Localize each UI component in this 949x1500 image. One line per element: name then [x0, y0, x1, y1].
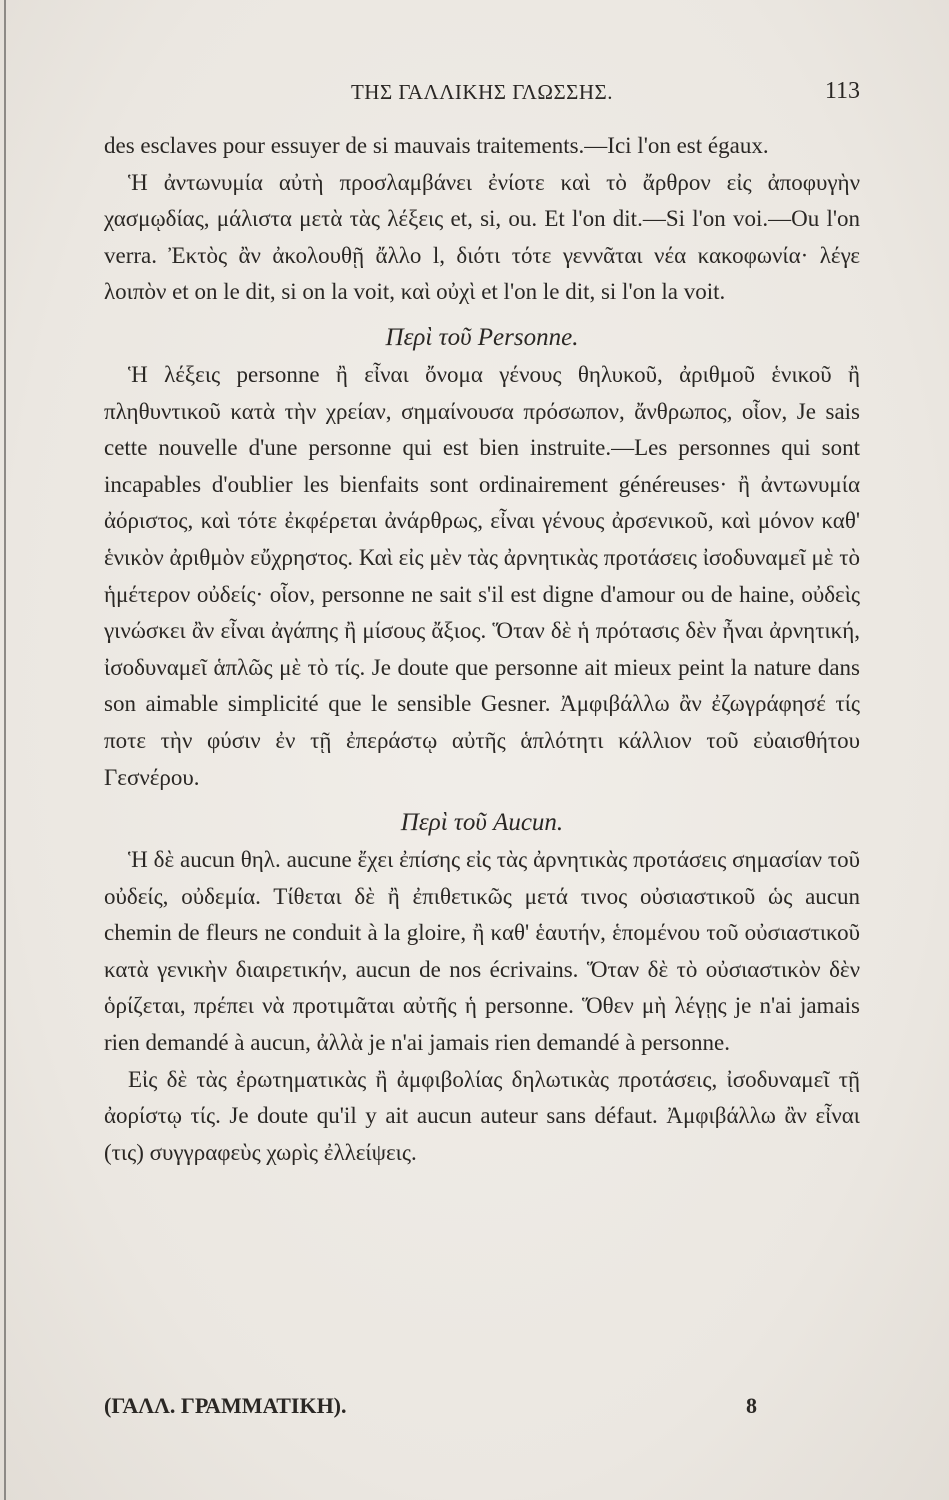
- section-heading-personne: Περὶ τοῦ Personne.: [385, 323, 579, 351]
- page-footer: [104, 1393, 860, 1427]
- page-body: [104, 128, 860, 1171]
- sheet-number: 8: [746, 1393, 757, 1418]
- section-heading-aucun: Περὶ τοῦ Aucun.: [400, 809, 564, 837]
- paragraph-aucun: Ἡ δὲ aucun θηλ. aucune ἔχει ἐπίσης εἰς τὰς ἀρνητικὰς προτάσεις σημασίαν τοῦ οὐδείς, οὐδεμία. Τίθεται δὲ ἢ ἐπιθετικῶς μετά τινος οὐσιαστικοῦ ὡς aucun chemin de fleurs ne conduit à la gloire, ἢ καθ' ἑαυτήν, ἑπομένου τοῦ οὐσιαστικοῦ κατὰ γενικὴν διαιρετικήν, aucun de nos écrivains. Ὅταν δὲ τὸ οὐσιαστικὸν δὲν ὁρίζεται, πρέπει νὰ προτιμᾶται αὐτῆς ἡ personne. Ὅθεν μὴ λέγῃς je n'ai jamais rien demandé à aucun, ἀλλὰ je n'ai jamais rien demandé à personne.: [104, 847, 860, 1056]
- book-signature: (ΓΑΛΛ. ΓΡΑΜΜΑΤΙΚΗ).: [104, 1393, 347, 1418]
- paragraph-personne: Ἡ λέξεις personne ἢ εἶναι ὄνομα γένους θηλυκοῦ, ἀριθμοῦ ἑνικοῦ ἢ πληθυντικοῦ κατὰ τὴν χρείαν, σημαίνουσα πρόσωπον, ἄνθρωπος, οἷον, Je sais cette nouvelle d'une personne qui est bien instruite.—Les personnes qui sont incapables d'oublier les bienfaits sont ordinairement généreuses· ἢ ἀντωνυμία ἀόριστος, καὶ τότε ἐκφέρεται ἀνάρθρως, εἶναι γένους ἀρσενικοῦ, καὶ μόνον καθ' ἑνικὸν ἀριθμὸν εὔχρηστος. Καὶ εἰς μὲν τὰς ἀρνητικὰς προτάσεις ἰσοδυναμεῖ μὲ τὸ ἡμέτερον οὐδείς· οἷον, personne ne sait s'il est digne d'amour ou de haine, οὐδεὶς γινώσκει ἂν εἶναι ἀγάπης ἢ μίσους ἄξιος. Ὅταν δὲ ἡ πρότασις δὲν ἦναι ἀρνητική, ἰσοδυναμεῖ ἁπλῶς μὲ τὸ τίς. Je doute que personne ait mieux peint la nature dans son aimable simplicité que le sensible Gesner. Ἀμφιβάλλω ἂν ἐζωγράφησέ τίς ποτε τὴν φύσιν ἐν τῇ ἐπεράστῳ αὐτῆς ἁπλότητι κάλλιον τοῦ εὐαισθήτου Γεσνέρου.: [104, 361, 860, 790]
- page-header: [104, 76, 860, 110]
- paragraph-continuation: des esclaves pour essuyer de si mauvais traitements.—Ici l'on est égaux.: [104, 133, 769, 158]
- page-edge-line: [4, 0, 6, 1500]
- paragraph-article-usage: Ἡ ἀντωνυμία αὐτὴ προσλαμβάνει ἐνίοτε καὶ τὸ ἄρθρον εἰς ἀποφυγὴν χασμῳδίας, μάλιστα μετὰ τὰς λέξεις et, si, ou. Et l'on dit.—Si l'on voi.—Ou l'on verra. Ἐκτὸς ἂν ἀκολουθῇ ἄλλο l, διότι τότε γεννᾶται νέα κακοφωνία· λέγε λοιπὸν et on le dit, si on la voit, καὶ οὐχὶ et l'on le dit, si l'on la voit.: [104, 169, 860, 305]
- paragraph-interrogative: Εἰς δὲ τὰς ἐρωτηματικὰς ἢ ἀμφιβολίας δηλωτικὰς προτάσεις, ἰσοδυναμεῖ τῇ ἀορίστῳ τίς. Je doute qu'il y ait aucun auteur sans défaut. Ἀμφιβάλλω ἂν εἶναι (τις) συγγραφεὺς χωρὶς ἐλλείψεις.: [104, 1066, 860, 1165]
- running-title: ΤΗΣ ΓΑΛΛΙΚΗΣ ΓΛΩΣΣΗΣ.: [350, 80, 614, 104]
- page-number: 113: [824, 78, 860, 104]
